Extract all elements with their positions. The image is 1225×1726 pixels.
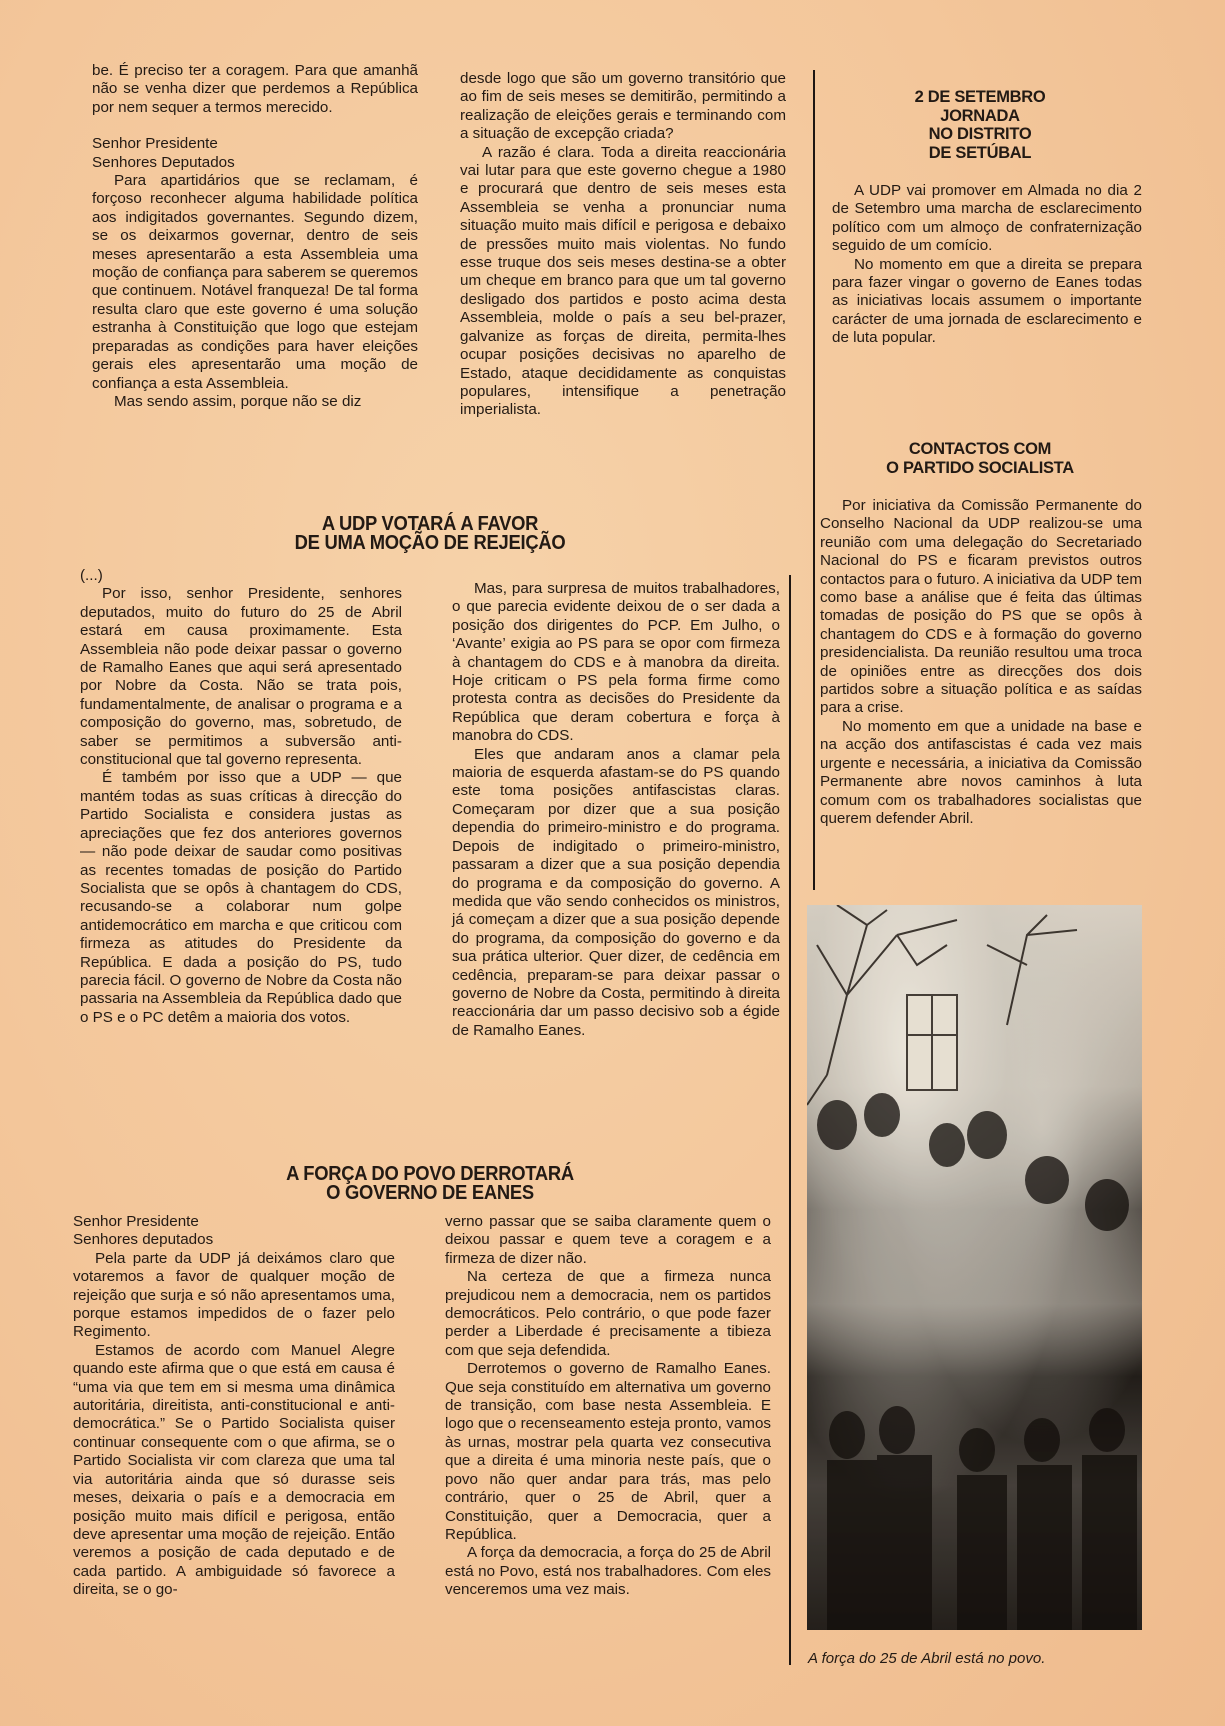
paragraph: No momento em que a unidade na base e na acção dos antifascistas é cada vez mais urgente e necessária, a iniciativa da Comissão Permanente abre novos caminhos à luta comum com os trabalhadores socialistas que querem defender Abril. (820, 717, 1142, 827)
heading-line: O GOVERNO DE EANES (326, 1182, 534, 1204)
paragraph: Por isso, senhor Presidente, senhores deputados, muito do futuro do 25 de Abril estará em causa proximamente. Esta Assembleia não pode deixar passar o governo de Ramalho Eanes que aqui será apresentado por Nobre da Costa. Não se trata pois, fundamentalmente, de analisar o programa e a composição do governo, mas, sobretudo, de saber se permitimos a subversão anti-constitucional que tal governo representa. (80, 585, 402, 769)
section1-column-right (452, 580, 780, 1040)
salutation: Senhor Presidente (73, 1213, 199, 1230)
column-divider (789, 575, 791, 1665)
sidebar-heading-contactos (840, 440, 1120, 477)
section-heading-força (218, 1165, 641, 1203)
paragraph: Pela parte da UDP já deixámos claro que votaremos a favor de qualquer moção de rejeição que surja e só não apresentamos uma, porque estamos impedidos de o fazer pelo Regimento. (73, 1249, 395, 1341)
paragraph: A força da democracia, a força do 25 de Abril está no Povo, está nos trabalhadores. Com eles venceremos uma vez mais. (445, 1544, 771, 1599)
photo-caption: A força do 25 de Abril está no povo. (808, 1650, 1046, 1667)
heading-line: 2 DE SETEMBRO (914, 88, 1046, 106)
paragraph: A razão é clara. Toda a direita reaccionária vai lutar para que este governo chegue a 1980 e procurará que dentro de seis meses esta Assembleia se venha a pronunciar numa situação muito mais difícil e perigosa e debaixo de pressões muito mais violentas. No fundo esse truque dos seis meses destina-se a obter um cheque em branco para que um tal governo desligado dos partidos e posto acima desta Assembleia, molde o país a seu bel-prazer, galvanize as forças de direita, permita-lhes ocupar posições decisivas no aparelho de Estado, ataque decididamente as conquistas populares, intensifique a penetração imperialista. (460, 143, 786, 419)
section2-column-left (73, 1213, 395, 1600)
heading-line: A UDP VOTARÁ A FAVOR (321, 513, 539, 535)
ellipsis: (...) (80, 567, 103, 584)
top-column-left (92, 62, 418, 411)
paragraph: Mas, para surpresa de muitos trabalhadores, o que parecia evidente deixou de o ser dada a posição dos dirigentes do PCP. Em Julho, o ‘Avante’ exigia ao PS para se opor com firmeza à chantagem do CDS e à manobra da direita. Hoje criticam o PS pela forma firme como protesta contra as decisões do Presidente da República que deram cobertura e força à manobra do CDS. (452, 580, 780, 745)
heading-line: CONTACTOS COM (908, 440, 1052, 458)
paragraph: Derrotemos o governo de Ramalho Eanes. Que seja constituído em alternativa um governo de transição, com base nesta Assembleia. E logo que o recenseamento esteja pronto, vamos às urnas, mostrar pela quarta vez consecutiva que a direita é uma minoria neste país, que o povo não quer andar para trás, mas pelo contrário, quer o 25 de Abril, quer a Constituição, quer a Democracia, quer a República. (445, 1360, 771, 1543)
paragraph: A UDP vai promover em Almada no dia 2 de Setembro uma marcha de esclarecimento político com um almoço de confraternização seguido de um comício. (832, 182, 1142, 255)
paragraph: desde logo que são um governo transitório que ao fim de seis meses se demitirão, permitindo a realização de eleições gerais e terminando com a situação de excepção criada? (460, 70, 786, 143)
sidebar-box1-text (832, 182, 1142, 348)
paragraph: Mas sendo assim, porque não se diz (114, 392, 362, 410)
salutation: Senhores deputados (73, 1231, 214, 1249)
paragraph: Eles que andaram anos a clamar pela maioria de esquerda afastam-se do PS quando este toma posições antifascistas claras. Começaram por dizer que a sua posição dependia do primeiro-ministro e do programa. Depois de indigitado o primeiro-ministro, passaram a dizer que a sua posição dependia do programa e da composição do governo. A medida que vão sendo conhecidos os ministros, já começam a dizer que a sua posição depende do programa, da composição do governo e da sua prática ulterior. Quer dizer, de cedência em cedência, preparam-se para deixar passar o governo de Nobre da Costa, permitindo à direita reaccionária dar um passo decisivo sob a égide de Ramalho Eanes. (452, 745, 780, 1039)
salutation: Senhor Presidente (92, 135, 218, 153)
tree-branches-illustration (807, 905, 1142, 1630)
paragraph: No momento em que a direita se prepara para fazer vingar o governo de Eanes todas as iniciativas locais assumem o importante carácter de uma jornada de esclarecimento e de luta popular. (832, 255, 1142, 347)
heading-line: JORNADA (940, 106, 1020, 125)
section2-column-right (445, 1213, 771, 1600)
sidebar-box2-text (820, 497, 1142, 828)
salutation: Senhores Deputados (92, 153, 235, 171)
section1-column-left (80, 567, 402, 1027)
paragraph: Para apartidários que se reclamam, é forçoso reconhecer alguma habilidade política aos indigitados governantes. Segundo dizem, se os deixarmos governar, dentro de seis meses apresentarão a esta Assembleia uma moção de confiança para saberem se queremos que continuem. Notável franqueza! De tal forma resulta claro que este governo é uma solução estranha à Constituição que logo que estejam preparadas as condições para haver eleições gerais eles apresentarão uma moção de confiança a esta Assembleia. (92, 172, 418, 392)
paragraph: É também por isso que a UDP — que mantém todas as suas críticas à direcção do Partido Socialista e considera justas as apreciações que fez dos anteriores governos — não pode deixar de saudar como positivas as recentes tomadas de posição do Partido Socialista que se opôs à chantagem do CDS, recusando-se a colaborar num golpe antidemocrático em marcha e que criticou com firmeza as atitudes do Presidente da República. E dada a posição do PS, tudo parecia fácil. O governo de Nobre da Costa não passaria na Assembleia da República dado que o PS e o PC detêm a maioria dos votos. (80, 769, 402, 1026)
section-heading-moção (228, 515, 633, 553)
heading-line: DE SETÚBAL (928, 143, 1032, 162)
top-column-middle (460, 70, 786, 420)
paragraph: Na certeza de que a firmeza nunca prejudicou nem a democracia, nem os partidos democráticos. Pelo contrário, o que pode fazer perder a Liberdade é precisamente a tibieza com que seja defendida. (445, 1268, 771, 1359)
paragraph: be. É preciso ter a coragem. Para que amanhã não se venha dizer que perdemos a República por nem sequer a termos merecido. (92, 62, 418, 116)
heading-line: NO DISTRITO (928, 125, 1032, 143)
heading-line: DE UMA MOÇÃO DE REJEIÇÃO (294, 532, 566, 554)
paragraph: verno passar que se saiba claramente quem o deixou passar e quem teve a coragem e a firmeza de dizer não. (445, 1213, 771, 1267)
column-divider (813, 70, 815, 890)
paragraph: Por iniciativa da Comissão Permanente do Conselho Nacional da UDP realizou-se uma reunião com uma delegação do Secretariado Nacional do PS e ficaram previstos outros contactos para o futuro. A iniciativa da UDP tem como base a análise que é feita das últimas tomadas de posição do PS que se opôs à chantagem do CDS e à formação do governo presidencialista. Da reunião resultou uma troca de opiniões entre as direcções dos dois partidos sobre a situação política e as saídas para a crise. (820, 497, 1142, 717)
paragraph: Estamos de acordo com Manuel Alegre quando este afirma que o que está em causa é “uma via que tem em si mesma uma dinâmica autoritária, direitista, anti-constitucional e anti-democrática.” Se o Partido Socialista quiser continuar consequente com o que afirma, se o Partido Socialista vir com clareza que uma tal via autoritária ainda que só durasse seis meses, deixaria o país e a democracia em posição muito mais difícil e perigosa, então deve apresentar uma moção de rejeição. Então veremos a posição de cada deputado e de cada partido. A ambiguidade só favorece a direita, se o go- (73, 1341, 395, 1599)
crowd-photo (807, 905, 1142, 1630)
heading-line: A FORÇA DO POVO DERROTARÁ (286, 1163, 574, 1185)
sidebar-heading-setubal (880, 88, 1080, 162)
heading-line: O PARTIDO SOCIALISTA (886, 458, 1074, 477)
